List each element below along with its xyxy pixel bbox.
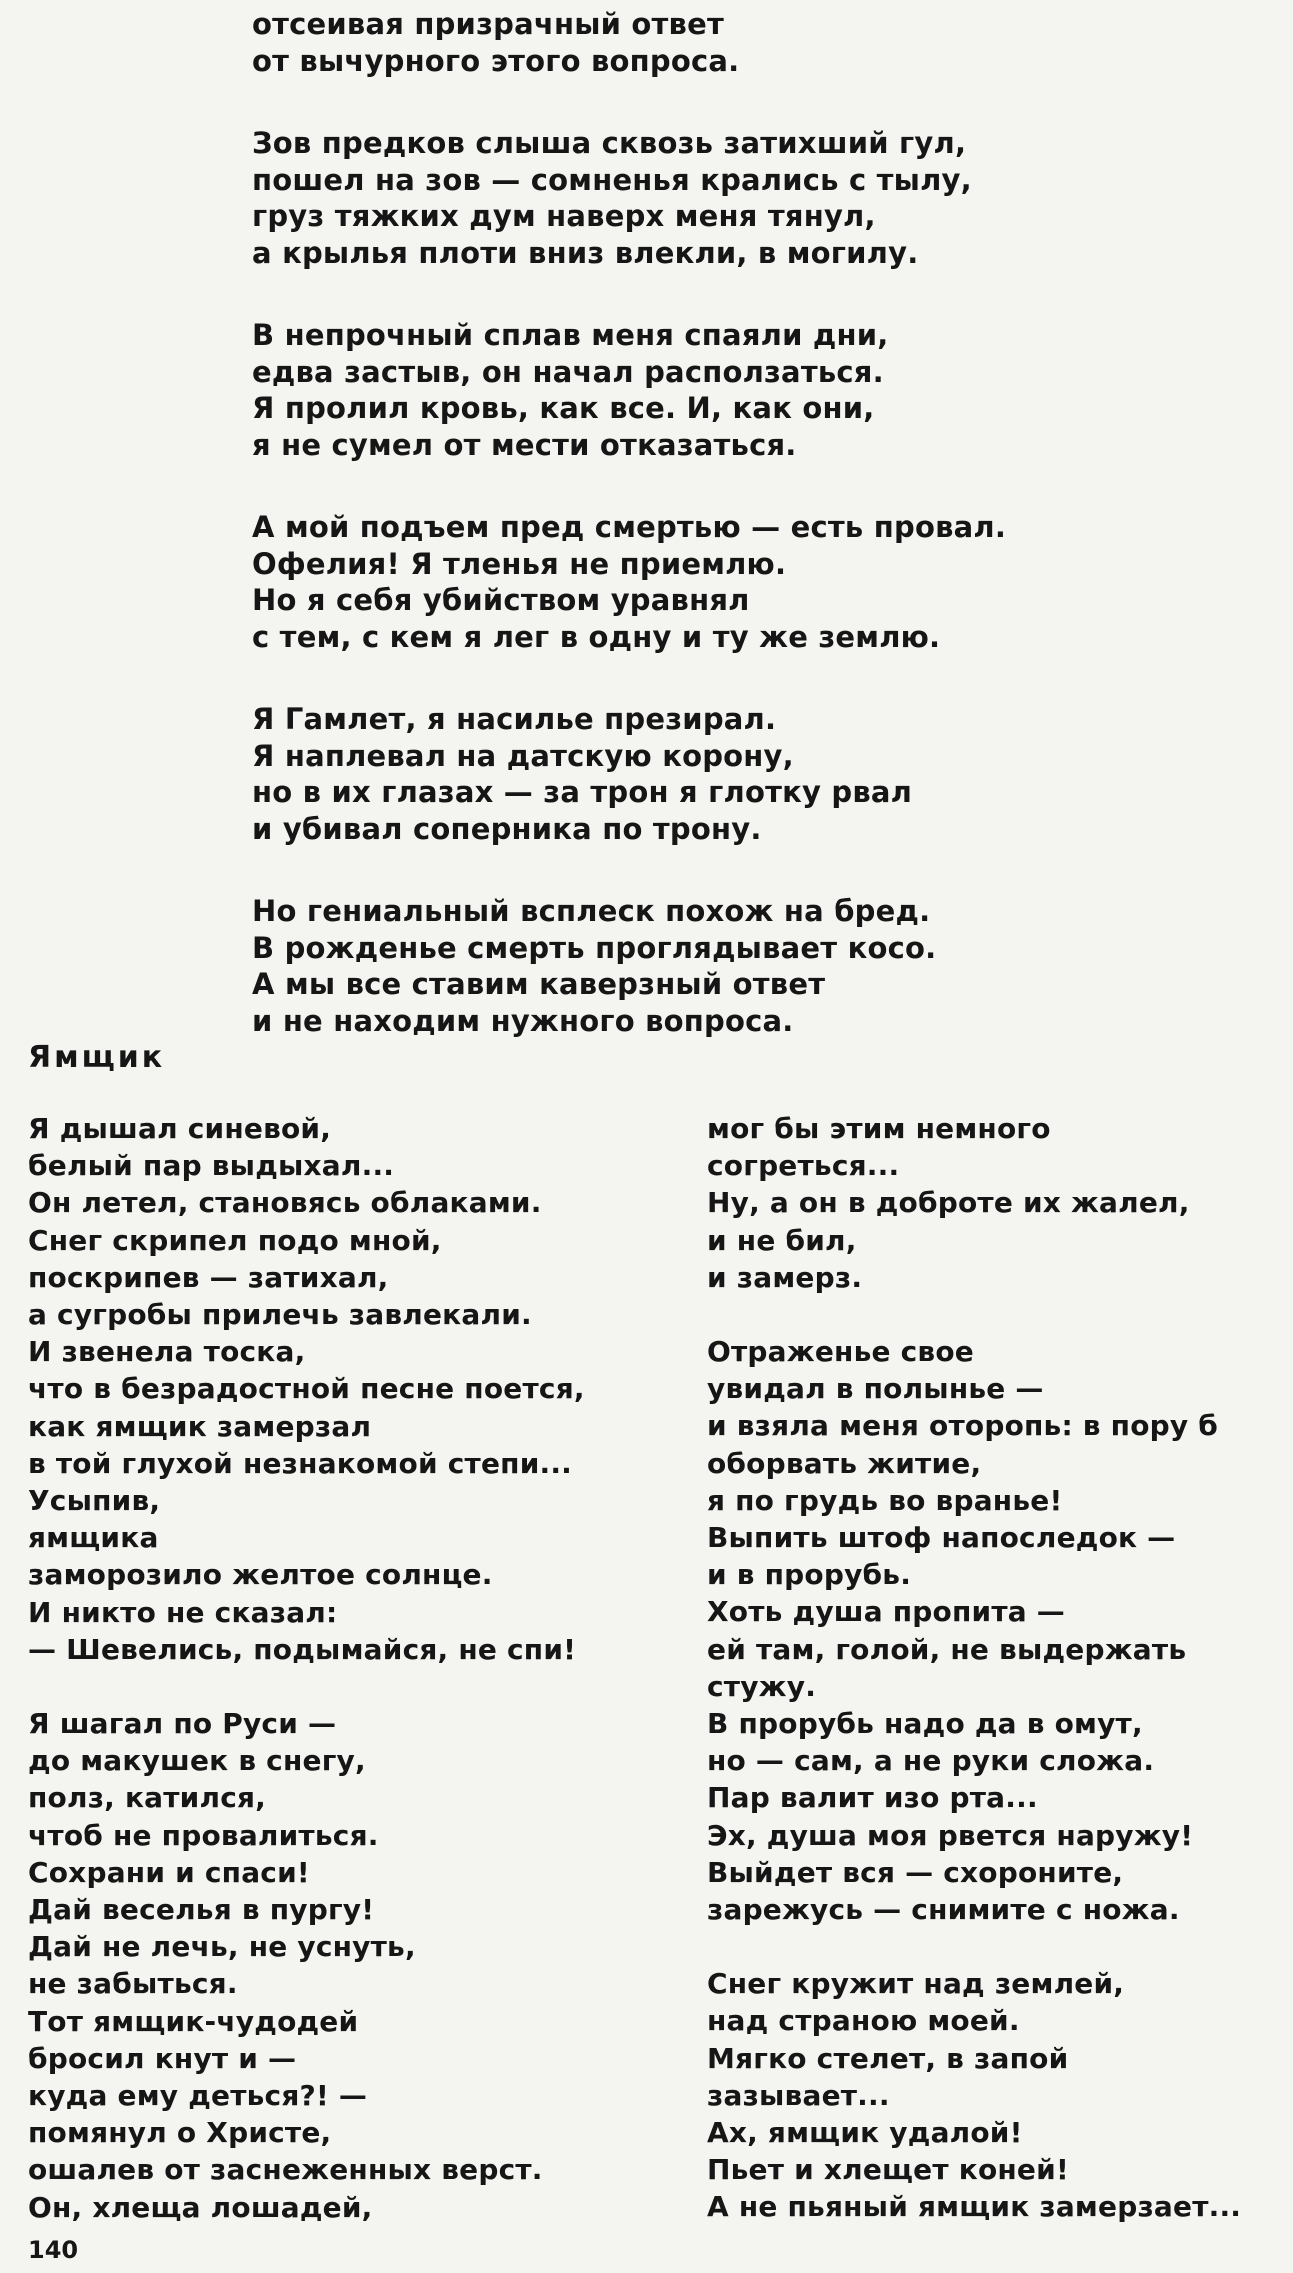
poem-line: Зов предков слыша сквозь затихший гул, — [252, 126, 967, 160]
poem-line: но в их глазах — за трон я глотку рвал — [252, 775, 913, 809]
poem-line: ей там, голой, не выдержать — [707, 1632, 1187, 1666]
hamlet-poem-continuation — [252, 6, 1152, 1085]
poem-line: стужу. — [707, 1669, 817, 1703]
poem-line: полз, катился, — [28, 1781, 267, 1815]
poem-line: А мой подъем пред смертью — есть провал. — [252, 510, 1007, 544]
poem-line: Он, хлеща лошадей, — [28, 2190, 373, 2224]
poem-line: помянул о Христе, — [28, 2116, 332, 2150]
poem-line: Усыпив, — [28, 1484, 161, 1518]
poem-line: Но гениальный всплеск похож на бред. — [252, 894, 931, 928]
poem-line: с тем, с кем я лег в одну и ту же землю. — [252, 619, 941, 654]
stanza — [28, 1705, 688, 2226]
poem-line: мог бы этим немного — [707, 1112, 1051, 1145]
poem-line: Выйдет вся — схороните, — [707, 1855, 1124, 1889]
poem-line: Отраженье свое — [707, 1335, 974, 1369]
poem-left-column — [28, 1110, 688, 2263]
poem-line: а сугробы прилечь завлекали. — [28, 1298, 532, 1332]
poem-line: груз тяжких дум наверх меня тянул, — [252, 199, 876, 233]
stanza — [707, 1110, 1287, 1296]
poem-line: как ямщик замерзал — [28, 1409, 372, 1443]
poem-line: Он летел, становясь облаками. — [28, 1186, 542, 1220]
stanza — [252, 6, 1152, 79]
poem-line: — Шевелись, подымайся, не спи! — [28, 1632, 577, 1666]
poem-line: белый пар выдыхал... — [28, 1149, 395, 1183]
poem-line: Эх, душа моя рвется наружу! — [707, 1818, 1194, 1852]
poem-line: Я шагал по Руси — — [28, 1707, 337, 1741]
poem-line: чтоб не провалиться. — [28, 1818, 379, 1852]
poem-line: Я пролил кровь, как все. И, как они, — [252, 391, 875, 425]
poem-line: куда ему деться?! — — [28, 2079, 368, 2113]
poem-line: согреться... — [707, 1149, 900, 1183]
poem-line: до макушек в снегу, — [28, 1744, 366, 1778]
poem-line: ямщика — [28, 1521, 159, 1555]
poem-line: пошел на зов — сомненья крались с тылу, — [252, 162, 972, 197]
poem-line: Ах, ямщик удалой! — [707, 2116, 1023, 2150]
poem-line: я по грудь во вранье! — [707, 1483, 1063, 1517]
poem-line: В рожденье смерть проглядывает косо. — [252, 930, 937, 965]
poem-line: отсеивая призрачный ответ — [252, 7, 724, 41]
poem-line: Дай веселья в пургу! — [28, 1893, 375, 1927]
poem-line: И никто не сказал: — [28, 1595, 338, 1629]
poem-line: увидал в полынье — — [707, 1372, 1044, 1406]
stanza — [252, 125, 1152, 271]
poem-line: и взяла меня оторопь: в пору б — [707, 1409, 1219, 1443]
poem-line: и не находим нужного вопроса. — [252, 1003, 794, 1038]
poem-line: Я Гамлет, я насилье презирал. — [252, 702, 777, 736]
poem-line: бросил кнут и — — [28, 2041, 297, 2075]
poem-line: от вычурного этого вопроса. — [252, 43, 740, 78]
poem-line: ошалев от заснеженных верст. — [28, 2153, 543, 2187]
poem-line: и не бил, — [707, 1223, 857, 1257]
poem-line: зазывает... — [707, 2078, 890, 2112]
poem-line: Тот ямщик-чудодей — [28, 2004, 359, 2038]
poem-line: Мягко стелет, в запой — [707, 2041, 1069, 2075]
poem-line: Сохрани и спаси! — [28, 1855, 310, 1889]
poem-line: не забыться. — [28, 1967, 238, 2001]
poem-line: Пьет и хлещет коней! — [707, 2153, 1069, 2187]
poem-line: Снег скрипел подо мной, — [28, 1223, 442, 1257]
poem-line: Выпить штоф напоследок — — [707, 1521, 1176, 1555]
poem-line: Снег кружит над землей, — [707, 1967, 1125, 2001]
poem-line: заморозило желтое солнце. — [28, 1558, 493, 1592]
stanza — [252, 317, 1152, 463]
stanza — [252, 893, 1152, 1039]
poem-line: В непрочный сплав меня спаяли дни, — [252, 318, 889, 352]
stanza — [28, 1110, 688, 1668]
stanza — [707, 1965, 1287, 2225]
poem-line: Хоть душа пропита — — [707, 1595, 1066, 1629]
poem-line: и замерз. — [707, 1260, 863, 1294]
poem-line: А не пьяный ямщик замерзает... — [707, 2190, 1242, 2224]
stanza — [252, 509, 1152, 655]
poem-right-column — [707, 1110, 1287, 2263]
stanza — [252, 701, 1152, 847]
poem-line: А мы все ставим каверзный ответ — [252, 967, 826, 1001]
poem-line: и в прорубь. — [707, 1558, 912, 1592]
poem-title: Ямщик — [28, 1040, 166, 1075]
poem-line: но — сам, а не руки сложа. — [707, 1744, 1155, 1778]
poem-line: что в безрадостной песне поется, — [28, 1372, 585, 1406]
poem-line: над страною моей. — [707, 2004, 1020, 2038]
poem-line: поскрипев — затихал, — [28, 1260, 389, 1294]
poem-line: В прорубь надо да в омут, — [707, 1707, 1143, 1741]
poem-line: я не сумел от мести отказаться. — [252, 427, 797, 462]
poem-line: Дай не лечь, не уснуть, — [28, 1930, 416, 1964]
poem-line: Офелия! Я тленья не приемлю. — [252, 546, 787, 581]
page-number: 140 — [28, 2236, 79, 2264]
poem-line: Я дышал синевой, — [28, 1112, 332, 1145]
poem-line: Ну, а он в доброте их жалел, — [707, 1186, 1190, 1220]
poem-line: в той глухой незнакомой степи... — [28, 1446, 573, 1480]
poem-line: Я наплевал на датскую корону, — [252, 738, 794, 773]
poem-line: Но я себя убийством уравнял — [252, 583, 750, 617]
poem-line: и убивал соперника по трону. — [252, 811, 762, 846]
poem-line: а крылья плоти вниз влекли, в могилу. — [252, 235, 919, 270]
stanza — [707, 1333, 1287, 1928]
poem-line: Пар валит изо рта... — [707, 1781, 1038, 1815]
poem-line: зарежусь — снимите с ножа. — [707, 1893, 1180, 1927]
poem-line: оборвать житие, — [707, 1446, 982, 1480]
poem-line: И звенела тоска, — [28, 1335, 306, 1369]
poem-line: едва застыв, он начал расползаться. — [252, 354, 884, 389]
